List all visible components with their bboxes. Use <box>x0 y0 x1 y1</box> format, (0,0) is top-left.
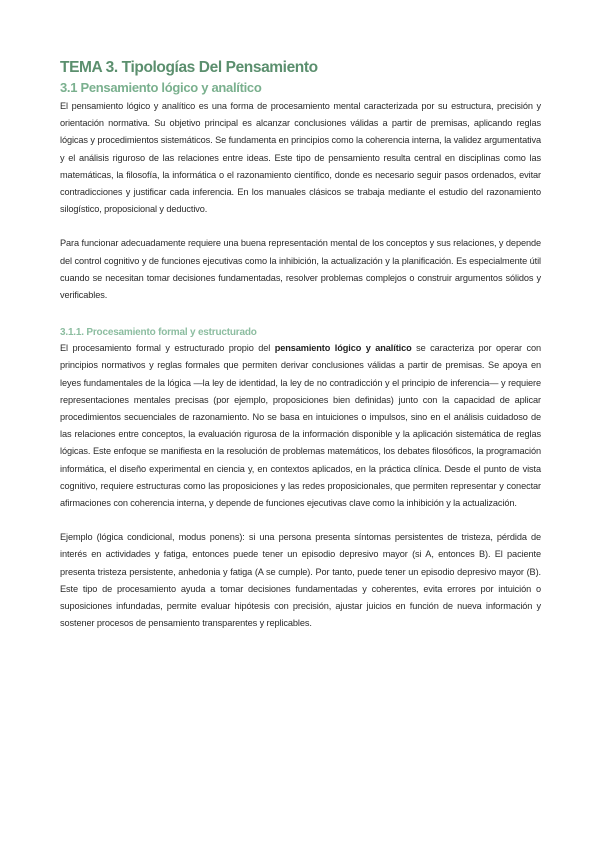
example-paragraph: Ejemplo (lógica condicional, modus ponens): si una persona presenta síntomas persistentes de tristeza, pérdida de interés en actividades y fatiga, entonces puede tener un episodio depresivo mayor (si A, entonces B). El paciente presenta tristeza persistente, anhedonia y fatiga (A se cumple). Por tanto, puede tener un episodio depresivo mayor (B). Este tipo de procesamiento ayuda a tomar decisiones fundamentadas y coherentes, evita errores por intuición o suposiciones infundadas, permite evaluar hipótesis con precisión, ajustar juicios en función de nueva información y sostener procesos de pensamiento transparentes y replicables. <box>60 532 541 629</box>
requirements-paragraph: Para funcionar adecuadamente requiere una buena representación mental de los conceptos y sus relaciones, y depende del control cognitivo y de funciones ejecutivas como la inhibición, la actualización y la planificación. Es especialmente útil cuando se necesitan tomar decisiones fundamentadas, resolver problemas complejos o construir argumentos sólidos y verificables. <box>60 238 541 301</box>
formal-processing-paragraph <box>60 340 541 512</box>
document-content <box>60 58 541 632</box>
page-title: TEMA 3. Tipologías Del Pensamiento <box>60 59 318 76</box>
subsection-heading: 3.1.1. Procesamiento formal y estructurado <box>60 327 257 339</box>
paragraph-lead-text: El procesamiento formal y estructurado propio del <box>60 343 275 354</box>
intro-paragraph: El pensamiento lógico y analítico es una forma de procesamiento mental caracterizada por su estructura, precisión y orientación normativa. Su objetivo principal es alcanzar conclusiones válidas a partir de premisas, aplicando reglas lógicas y procedimientos sistemáticos. Se fundamenta en principios como la coherencia interna, la validez argumentativa y el análisis riguroso de las relaciones entre ideas. Este tipo de pensamiento resulta central en disciplinas como las matemáticas, la filosofía, la informática o el razonamiento científico, donde es necesario seguir pasos ordenados, evitar contradicciones y justificar cada inferencia. En los manuales clásicos se trabaja mediante el estudio del razonamiento silogístico, proposicional y deductivo. <box>60 101 541 215</box>
paragraph-body-text: se caracteriza por operar con principios normativos y reglas formales que permiten derivar conclusiones válidas a partir de premisas. Se apoya en leyes fundamentales de la lógica —la ley de identidad, la ley de no contradicción y el principio de inferencia— y requiere representaciones mentales precisas (por ejemplo, proposiciones bien definidas) junto con la capacidad de aplicar procedimientos secuenciales de razonamiento. No se basa en intuiciones o impulsos, sino en el análisis cuidadoso de las relaciones entre conceptos, la evaluación rigurosa de la información disponible y la aplicación sistemática de reglas lógicas. Este enfoque se manifiesta en la resolución de problemas matemáticos, los debates filosóficos, la programación informática, el diseño experimental en ciencia y, en contextos aplicados, en la práctica clínica. Desde el punto de vista cognitivo, requiere estructuras como las proposiciones y las redes proposicionales, que permiten representar y conectar afirmaciones con coherencia interna, y depende de funciones ejecutivas clave como la inhibición y la actualización. <box>60 343 541 509</box>
bold-term: pensamiento lógico y analítico <box>274 343 412 354</box>
section-heading: 3.1 Pensamiento lógico y analítico <box>60 80 262 95</box>
